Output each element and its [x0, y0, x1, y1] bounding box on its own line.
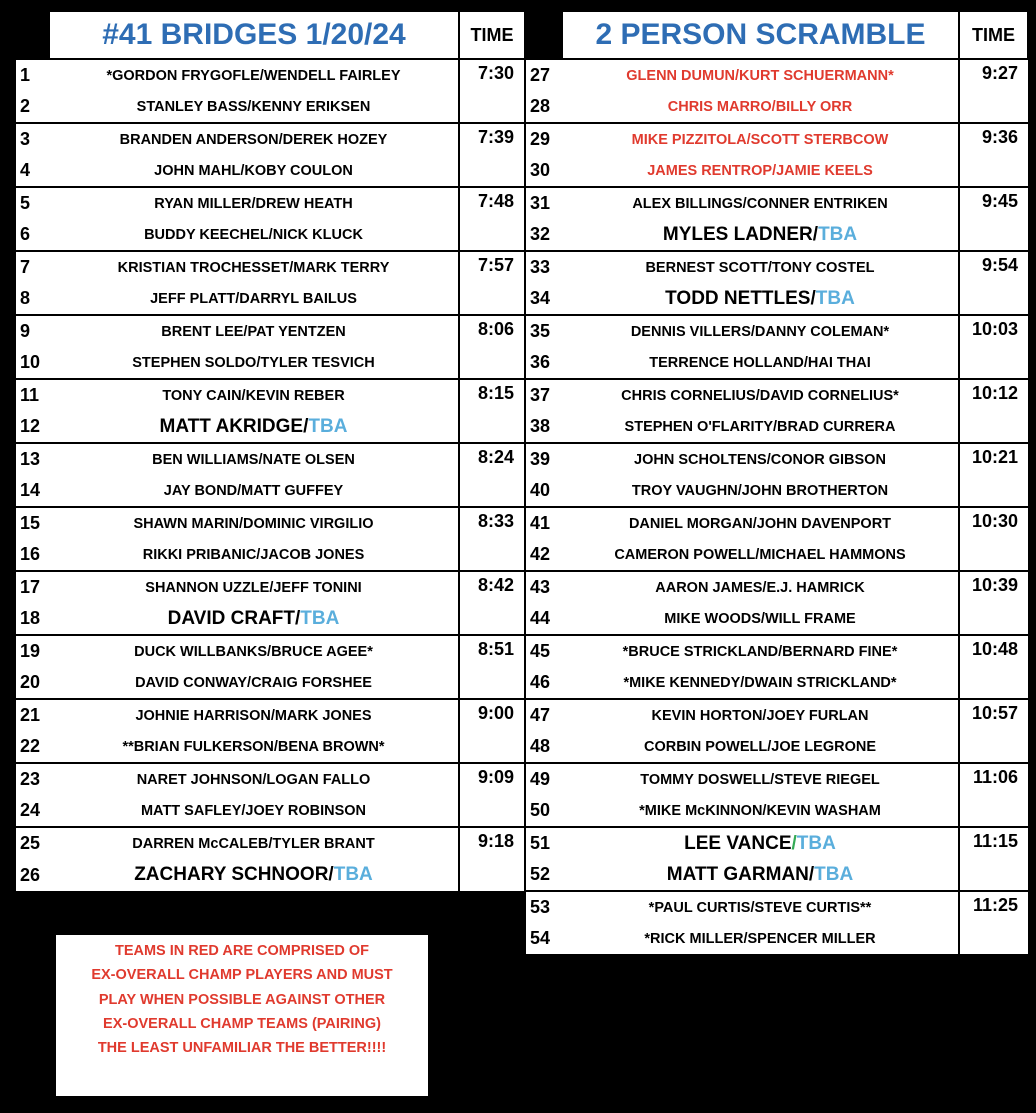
team-name: CORBIN POWELL/JOE LEGRONE	[643, 738, 876, 755]
table-row	[15, 123, 1028, 155]
tee-number: 37	[525, 379, 562, 411]
tee-number: 17	[15, 571, 49, 603]
team-name: STEPHEN SOLDO/TYLER TESVICH	[132, 354, 375, 371]
tee-number: 10	[15, 347, 49, 379]
table-row	[15, 699, 1028, 731]
team-name: MIKE PIZZITOLA/SCOTT STERBCOW	[631, 131, 889, 148]
team-cell	[562, 443, 959, 475]
team-name: DARREN McCALEB/TYLER BRANT	[132, 835, 375, 852]
tee-number: 14	[15, 475, 49, 507]
tee-number: 33	[525, 251, 562, 283]
tba-label: TBA	[814, 863, 854, 885]
team-cell	[562, 763, 959, 795]
tee-time: 10:30	[959, 507, 1028, 571]
team-cell	[49, 379, 459, 411]
tee-number: 52	[525, 859, 562, 891]
table-row	[15, 507, 1028, 539]
tba-label: TBA	[815, 287, 855, 309]
tee-number: 42	[525, 539, 562, 571]
team-name: **BRIAN FULKERSON/BENA BROWN*	[122, 738, 385, 755]
tee-number: 34	[525, 283, 562, 315]
team-cell	[562, 507, 959, 539]
tee-number: 50	[525, 795, 562, 827]
tee-time: 7:57	[459, 251, 525, 315]
tee-number: 4	[15, 155, 49, 187]
tee-number: 45	[525, 635, 562, 667]
tee-number: 32	[525, 219, 562, 251]
table-row	[15, 379, 1028, 411]
tee-number: 29	[525, 123, 562, 155]
tee-number: 40	[525, 475, 562, 507]
tee-number: 7	[15, 251, 49, 283]
team-name: ZACHARY SCHNOOR/	[134, 864, 334, 885]
team-name: BERNEST SCOTT/TONY COSTEL	[645, 259, 875, 276]
header-corner-right	[525, 11, 562, 59]
team-cell	[562, 699, 959, 731]
team-cell	[49, 827, 459, 859]
team-name: NARET JOHNSON/LOGAN FALLO	[136, 771, 371, 788]
team-name: TROY VAUGHN/JOHN BROTHERTON	[631, 482, 889, 499]
team-cell	[562, 187, 959, 219]
team-cell	[49, 123, 459, 155]
table-row	[15, 59, 1028, 91]
team-name: TONY CAIN/KEVIN REBER	[162, 387, 345, 404]
team-name: JOHN MAHL/KOBY COULON	[154, 162, 353, 179]
tee-number: 18	[15, 603, 49, 635]
tee-number: 48	[525, 731, 562, 763]
tee-time: 9:09	[459, 763, 525, 827]
tee-number: 47	[525, 699, 562, 731]
tee-number: 19	[15, 635, 49, 667]
table-row	[15, 315, 1028, 347]
team-name: DAVID CONWAY/CRAIG FORSHEE	[135, 674, 372, 691]
team-name: RIKKI PRIBANIC/JACOB JONES	[142, 546, 365, 563]
notice-line: TEAMS IN RED ARE COMPRISED OF	[114, 943, 370, 959]
tee-time: 8:24	[459, 443, 525, 507]
tee-time: 7:30	[459, 59, 525, 123]
team-cell	[562, 379, 959, 411]
team-name: *GORDON FRYGOFLE/WENDELL FAIRLEY	[106, 67, 401, 84]
tee-number: 12	[15, 411, 49, 443]
tee-time: 8:42	[459, 571, 525, 635]
team-cell	[49, 315, 459, 347]
team-cell	[562, 283, 959, 315]
team-name: GLENN DUMUN/KURT SCHUERMANN*	[626, 67, 894, 84]
tee-number: 35	[525, 315, 562, 347]
tee-time: 10:48	[959, 635, 1028, 699]
tee-time: 10:39	[959, 571, 1028, 635]
tba-label: TBA	[796, 832, 836, 854]
team-name: CHRIS MARRO/BILLY ORR	[667, 98, 853, 115]
team-name: KEVIN HORTON/JOEY FURLAN	[651, 707, 869, 724]
team-cell	[562, 635, 959, 667]
team-name: BEN WILLIAMS/NATE OLSEN	[152, 451, 355, 468]
team-name: CAMERON POWELL/MICHAEL HAMMONS	[614, 546, 906, 563]
team-cell	[49, 667, 459, 699]
team-name: BRANDEN ANDERSON/DEREK HOZEY	[119, 131, 388, 148]
team-cell	[49, 507, 459, 539]
tee-time: 8:15	[459, 379, 525, 443]
team-cell	[49, 571, 459, 603]
left-title: #41 BRIDGES 1/20/24	[49, 11, 459, 59]
tee-number: 26	[15, 859, 49, 891]
notice-line: PLAY WHEN POSSIBLE AGAINST OTHER	[98, 991, 386, 1008]
tee-number: 23	[15, 763, 49, 795]
team-name: JEFF PLATT/DARRYL BAILUS	[150, 290, 357, 307]
team-cell	[49, 603, 459, 635]
team-cell	[49, 795, 459, 827]
tba-label: TBA	[818, 223, 858, 245]
table-row	[15, 251, 1028, 283]
tee-number: 1	[15, 59, 49, 91]
team-cell	[49, 283, 459, 315]
tee-number: 27	[525, 59, 562, 91]
tee-time: 11:15	[959, 827, 1028, 891]
table-row	[15, 763, 1028, 795]
tee-time: 8:06	[459, 315, 525, 379]
tee-number: 16	[15, 539, 49, 571]
table-row	[15, 571, 1028, 603]
right-title: 2 PERSON SCRAMBLE	[562, 11, 959, 59]
team-name: JOHNIE HARRISON/MARK JONES	[135, 707, 372, 724]
tee-time: 8:51	[459, 635, 525, 699]
team-name: SHANNON UZZLE/JEFF TONINI	[145, 579, 362, 596]
notice-line: THE LEAST UNFAMILIAR THE BETTER!!!!	[97, 1040, 387, 1057]
team-name: ALEX BILLINGS/CONNER ENTRIKEN	[632, 195, 888, 212]
team-cell	[49, 411, 459, 443]
team-cell	[562, 731, 959, 763]
tee-number: 43	[525, 571, 562, 603]
tee-number: 3	[15, 123, 49, 155]
team-cell	[562, 155, 959, 187]
team-cell	[562, 219, 959, 251]
tee-sheet	[14, 0, 1036, 1113]
tee-number: 25	[15, 827, 49, 859]
notice-line: EX-OVERALL CHAMP PLAYERS AND MUST	[91, 967, 393, 984]
team-cell	[562, 475, 959, 507]
team-name: JAMES RENTROP/JAMIE KEELS	[647, 162, 873, 179]
team-cell	[562, 411, 959, 443]
team-cell	[562, 859, 959, 891]
team-cell	[49, 347, 459, 379]
team-cell	[49, 635, 459, 667]
team-name: MATT AKRIDGE/	[159, 415, 309, 437]
team-name: CHRIS CORNELIUS/DAVID CORNELIUS*	[621, 387, 899, 404]
team-name: JOHN SCHOLTENS/CONOR GIBSON	[634, 451, 886, 468]
team-name: MYLES LADNER/	[662, 223, 819, 245]
team-name: *RICK MILLER/SPENCER MILLER	[644, 930, 876, 947]
tee-time: 9:45	[959, 187, 1028, 251]
schedule-table	[14, 10, 1029, 954]
team-cell	[49, 251, 459, 283]
team-name: MATT SAFLEY/JOEY ROBINSON	[140, 802, 367, 819]
tee-number: 49	[525, 763, 562, 795]
team-cell	[49, 763, 459, 795]
team-separator: /	[791, 832, 797, 854]
team-cell	[562, 795, 959, 827]
tee-time: 10:57	[959, 699, 1028, 763]
team-name: DAVID CRAFT/	[167, 607, 301, 629]
tee-number: 20	[15, 667, 49, 699]
left-time-header: TIME	[459, 11, 525, 59]
team-cell	[562, 603, 959, 635]
table-row	[15, 443, 1028, 475]
tee-time: 10:21	[959, 443, 1028, 507]
team-name: DANIEL MORGAN/JOHN DAVENPORT	[628, 515, 892, 532]
header-corner-left	[15, 11, 49, 59]
tee-number: 21	[15, 699, 49, 731]
team-name: TERRENCE HOLLAND/HAI THAI	[649, 354, 871, 371]
team-name: *MIKE McKINNON/KEVIN WASHAM	[639, 802, 881, 819]
team-cell	[49, 219, 459, 251]
tee-number: 15	[15, 507, 49, 539]
team-cell	[562, 315, 959, 347]
team-cell	[49, 859, 459, 891]
tee-number: 2	[15, 91, 49, 123]
tee-number: 53	[525, 891, 562, 923]
table-row	[15, 635, 1028, 667]
red-teams-notice	[56, 935, 428, 1096]
tee-number: 31	[525, 187, 562, 219]
team-cell	[562, 891, 959, 923]
tee-number: 39	[525, 443, 562, 475]
team-cell	[49, 59, 459, 91]
tee-number: 24	[15, 795, 49, 827]
team-name: *BRUCE STRICKLAND/BERNARD FINE*	[622, 643, 898, 660]
tee-number: 54	[525, 923, 562, 954]
team-cell	[49, 443, 459, 475]
team-cell	[49, 699, 459, 731]
team-cell	[49, 187, 459, 219]
team-cell	[562, 539, 959, 571]
tee-time: 10:03	[959, 315, 1028, 379]
tee-number: 8	[15, 283, 49, 315]
team-name: SHAWN MARIN/DOMINIC VIRGILIO	[133, 515, 374, 532]
team-cell	[562, 923, 959, 954]
team-name: TOMMY DOSWELL/STEVE RIEGEL	[640, 771, 880, 788]
tba-label: TBA	[333, 864, 373, 885]
tee-number: 44	[525, 603, 562, 635]
team-name: DUCK WILLBANKS/BRUCE AGEE*	[134, 643, 373, 660]
team-cell	[562, 123, 959, 155]
team-name: STEPHEN O'FLARITY/BRAD CURRERA	[624, 418, 896, 435]
team-name: TODD NETTLES/	[665, 287, 816, 309]
tee-number: 22	[15, 731, 49, 763]
tee-number: 28	[525, 91, 562, 123]
team-cell	[562, 347, 959, 379]
team-name: *MIKE KENNEDY/DWAIN STRICKLAND*	[623, 674, 897, 691]
tee-time: 11:06	[959, 763, 1028, 827]
tba-label: TBA	[308, 415, 348, 437]
team-cell	[562, 91, 959, 123]
team-cell	[562, 827, 959, 859]
team-name: JAY BOND/MATT GUFFEY	[163, 482, 344, 499]
team-name: LEE VANCE	[684, 832, 792, 854]
right-time-header: TIME	[959, 11, 1028, 59]
team-name: KRISTIAN TROCHESSET/MARK TERRY	[117, 259, 390, 276]
team-cell	[562, 59, 959, 91]
tee-time: 7:48	[459, 187, 525, 251]
tee-number: 30	[525, 155, 562, 187]
tee-time: 9:54	[959, 251, 1028, 315]
team-name: DENNIS VILLERS/DANNY COLEMAN*	[630, 323, 890, 340]
tee-time: 9:36	[959, 123, 1028, 187]
tee-number: 51	[525, 827, 562, 859]
table-row	[15, 891, 1028, 923]
tee-number: 6	[15, 219, 49, 251]
tee-number: 41	[525, 507, 562, 539]
tee-time: 9:27	[959, 59, 1028, 123]
team-cell	[49, 91, 459, 123]
team-cell	[49, 731, 459, 763]
tee-time: 9:00	[459, 699, 525, 763]
team-cell	[49, 475, 459, 507]
tee-time: 8:33	[459, 507, 525, 571]
team-cell	[562, 667, 959, 699]
team-name: MIKE WOODS/WILL FRAME	[664, 610, 856, 627]
team-name: STANLEY BASS/KENNY ERIKSEN	[136, 98, 371, 115]
team-name: RYAN MILLER/DREW HEATH	[154, 195, 353, 212]
team-cell	[49, 155, 459, 187]
tee-time: 7:39	[459, 123, 525, 187]
tee-number: 36	[525, 347, 562, 379]
team-name: BUDDY KEECHEL/NICK KLUCK	[144, 226, 363, 243]
table-row	[15, 187, 1028, 219]
tee-number: 38	[525, 411, 562, 443]
notice-line: EX-OVERALL CHAMP TEAMS (PAIRING)	[103, 1015, 381, 1032]
team-name: *PAUL CURTIS/STEVE CURTIS**	[648, 899, 872, 916]
tee-time: 11:25	[959, 891, 1028, 954]
tee-time: 10:12	[959, 379, 1028, 443]
tee-number: 46	[525, 667, 562, 699]
team-cell	[562, 251, 959, 283]
team-name: BRENT LEE/PAT YENTZEN	[161, 323, 346, 340]
team-name: MATT GARMAN/	[666, 863, 815, 885]
tee-number: 11	[15, 379, 49, 411]
tba-label: TBA	[300, 607, 340, 629]
table-row	[15, 827, 1028, 859]
tee-number: 5	[15, 187, 49, 219]
team-cell	[562, 571, 959, 603]
team-cell	[49, 539, 459, 571]
tee-number: 13	[15, 443, 49, 475]
tee-time: 9:18	[459, 827, 525, 891]
tee-number: 9	[15, 315, 49, 347]
team-name: AARON JAMES/E.J. HAMRICK	[655, 579, 865, 596]
